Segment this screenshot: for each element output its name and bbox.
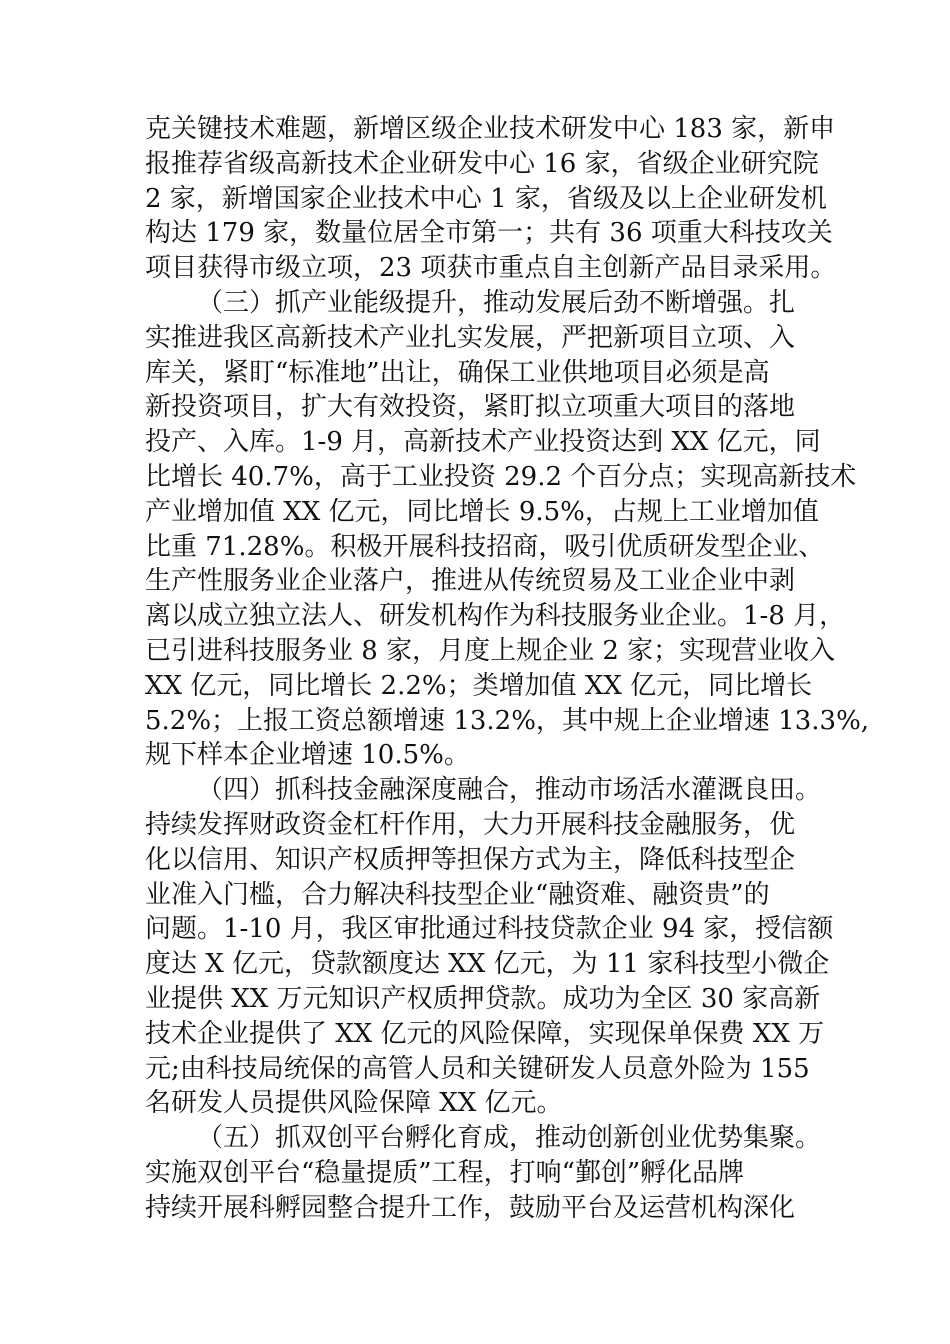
text-line-27: 技术企业提供了 XX 亿元的风险保障，实现保单保费 XX 万 [145, 1018, 825, 1049]
text-line-24: 问题。1-10 月，我区审批通过科技贷款企业 94 家，授信额 [145, 914, 834, 945]
text-line-29: 名研发人员提供风险保障 XX 亿元。 [145, 1088, 563, 1119]
text-line-19: 规下样本企业增速 10.5%。 [145, 740, 470, 771]
text-line-32: 持续开展科孵园整合提升工作，鼓励平台及运营机构深化 [145, 1192, 796, 1223]
section-heading-4: （四）抓科技金融深度融合，推动市场活水灌溉良田。 [197, 775, 822, 806]
document-body [145, 112, 870, 1226]
text-line-16: 已引进科技服务业 8 家，月度上规企业 2 家；实现营业收入 [145, 635, 836, 666]
text-line-4: 构达 179 家，数量位居全市第一；共有 36 项重大科技攻关 [145, 218, 833, 249]
text-line-23: 业准入门槛，合力解决科技型企业“融资难、融资贵”的 [145, 879, 770, 910]
text-line-28: 元;由科技局统保的高管人员和关键研发人员意外险为 155 [145, 1053, 810, 1084]
text-line-9: 新投资项目，扩大有效投资，紧盯拟立项重大项目的落地 [145, 392, 796, 423]
text-line-14: 生产性服务业企业落户，推进从传统贸易及工业企业中剥 [145, 566, 796, 597]
text-line-11: 比增长 40.7%，高于工业投资 29.2 个百分点；实现高新技术 [145, 461, 857, 492]
section-heading-5: （五）抓双创平台孵化育成，推动创新创业优势集聚。 [197, 1123, 822, 1154]
text-line-21: 持续发挥财政资金杠杆作用，大力开展科技金融服务，优 [145, 809, 796, 840]
text-line-18: 5.2%；上报工资总额增速 13.2%，其中规上企业增速 13.3%, [145, 705, 870, 736]
section-heading-3: （三）抓产业能级提升，推动发展后劲不断增强。扎 [197, 287, 796, 318]
text-line-31: 实施双创平台“稳量提质”工程，打响“鄞创”孵化品牌 [145, 1157, 745, 1188]
text-line-10: 投产、入库。1-9 月，高新技术产业投资达到 XX 亿元，同 [145, 427, 821, 458]
text-line-12: 产业增加值 XX 亿元，同比增长 9.5%，占规上工业增加值 [145, 496, 819, 527]
text-line-25: 度达 X 亿元，贷款额度达 XX 亿元，为 11 家科技型小微企 [145, 949, 830, 980]
text-line-15: 离以成立独立法人、研发机构作为科技服务业企业。1-8 月， [145, 601, 846, 632]
text-line-26: 业提供 XX 万元知识产权质押贷款。成功为全区 30 家高新 [145, 983, 821, 1014]
text-line-8: 库关，紧盯“标准地”出让，确保工业供地项目必须是高 [145, 357, 770, 388]
text-line-7: 实推进我区高新技术产业扎实发展，严把新项目立项、入 [145, 322, 796, 353]
text-line-2: 报推荐省级高新技术企业研发中心 16 家，省级企业研究院 [145, 148, 819, 179]
text-line-5: 项目获得市级立项，23 项获市重点自主创新产品目录采用。 [145, 253, 837, 284]
text-line-22: 化以信用、知识产权质押等担保方式为主，降低科技型企 [145, 844, 796, 875]
text-line-3: 2 家，新增国家企业技术中心 1 家，省级及以上企业研发机 [145, 183, 827, 214]
text-line-13: 比重 71.28%。积极开展科技招商，吸引优质研发型企业、 [145, 531, 825, 562]
text-line-1: 克关键技术难题，新增区级企业技术研发中心 183 家，新申 [145, 114, 836, 144]
text-line-17: XX 亿元，同比增长 2.2%；类增加值 XX 亿元，同比增长 [145, 670, 813, 701]
